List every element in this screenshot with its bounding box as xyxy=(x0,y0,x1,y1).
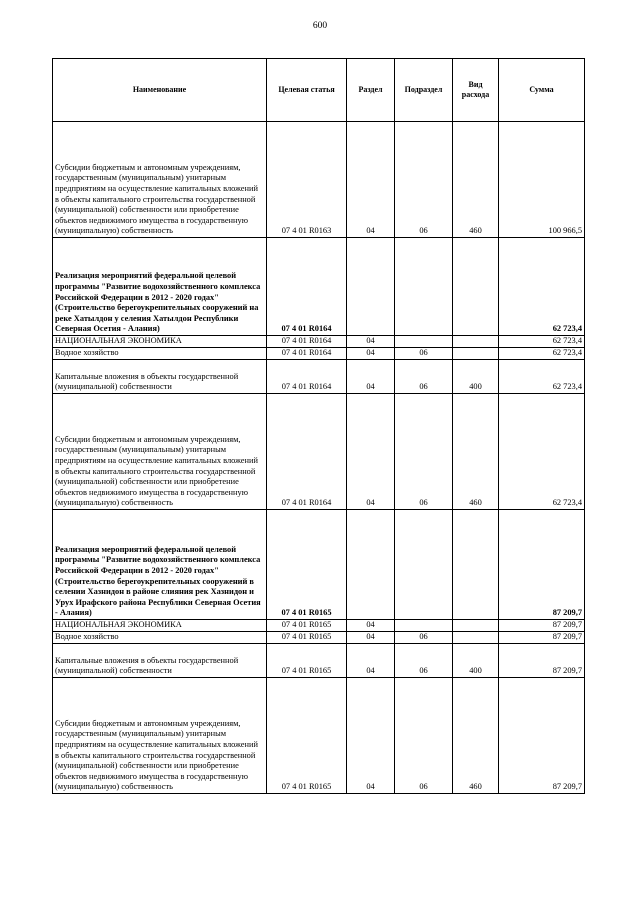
header-name: Наименование xyxy=(53,59,267,122)
row-subsection: 06 xyxy=(395,632,453,644)
row-sum: 62 723,4 xyxy=(499,238,585,336)
table-row xyxy=(53,510,585,620)
row-subsection: 06 xyxy=(395,122,453,238)
row-name: Водное хозяйство xyxy=(53,632,267,644)
row-name: Водное хозяйство xyxy=(53,348,267,360)
row-section xyxy=(347,510,395,620)
row-name: Субсидии бюджетным и автономным учреждениям, государственным (муниципальным) унитарным предприятиям на осуществление капитальных вложений в объекты капитального строительства государственной (муниципальной) собственности или приобретение объектов недвижимого имущества в государственную (муниципальную) собственность xyxy=(53,122,267,238)
table-row xyxy=(53,394,585,510)
row-target: 07 4 01 R0164 xyxy=(267,394,347,510)
row-expense-type: 400 xyxy=(453,360,499,394)
row-target: 07 4 01 R0165 xyxy=(267,632,347,644)
row-name: Реализация мероприятий федеральной целевой программы "Развитие водохозяйственного комплекса Российской Федерации в 2012 - 2020 годах" (Строительство берегоукрепительных сооружений в селении Хазнидон в районе слияния рек Хазнидон и Урух Ирафского района Республики Северная Осетия - Алания) xyxy=(53,510,267,620)
page-number: 600 xyxy=(312,21,328,31)
row-expense-type: 400 xyxy=(453,644,499,678)
header-section: Раздел xyxy=(347,59,395,122)
row-name: НАЦИОНАЛЬНАЯ ЭКОНОМИКА xyxy=(53,336,267,348)
row-sum: 87 209,7 xyxy=(499,510,585,620)
row-section: 04 xyxy=(347,632,395,644)
row-target: 07 4 01 R0164 xyxy=(267,348,347,360)
row-section: 04 xyxy=(347,678,395,794)
budget-table xyxy=(52,58,585,794)
row-target: 07 4 01 R0165 xyxy=(267,678,347,794)
row-expense-type xyxy=(453,510,499,620)
table-row xyxy=(53,238,585,336)
row-target: 07 4 01 R0165 xyxy=(267,620,347,632)
row-section: 04 xyxy=(347,394,395,510)
row-target: 07 4 01 R0164 xyxy=(267,336,347,348)
row-expense-type xyxy=(453,348,499,360)
row-expense-type: 460 xyxy=(453,678,499,794)
row-section: 04 xyxy=(347,360,395,394)
row-sum: 87 209,7 xyxy=(499,678,585,794)
table-row xyxy=(53,644,585,678)
row-expense-type xyxy=(453,336,499,348)
row-target: 07 4 01 R0165 xyxy=(267,644,347,678)
row-subsection xyxy=(395,336,453,348)
row-expense-type xyxy=(453,620,499,632)
row-section: 04 xyxy=(347,620,395,632)
row-sum: 87 209,7 xyxy=(499,632,585,644)
row-sum: 87 209,7 xyxy=(499,644,585,678)
row-name: Субсидии бюджетным и автономным учреждениям, государственным (муниципальным) унитарным предприятиям на осуществление капитальных вложений в объекты капитального строительства государственной (муниципальной) собственности или приобретение объектов недвижимого имущества в государственную (муниципальную) собственность xyxy=(53,394,267,510)
row-expense-type: 460 xyxy=(453,394,499,510)
row-subsection xyxy=(395,238,453,336)
row-name: НАЦИОНАЛЬНАЯ ЭКОНОМИКА xyxy=(53,620,267,632)
row-target: 07 4 01 R0165 xyxy=(267,510,347,620)
row-sum: 87 209,7 xyxy=(499,620,585,632)
table-row xyxy=(53,122,585,238)
table-row xyxy=(53,678,585,794)
row-subsection: 06 xyxy=(395,360,453,394)
row-name: Капитальные вложения в объекты государственной (муниципальной) собственности xyxy=(53,360,267,394)
header-subsection: Подраздел xyxy=(395,59,453,122)
row-section: 04 xyxy=(347,348,395,360)
table-row xyxy=(53,620,585,632)
header-sum: Сумма xyxy=(499,59,585,122)
row-subsection xyxy=(395,620,453,632)
row-section xyxy=(347,238,395,336)
row-section: 04 xyxy=(347,644,395,678)
row-section: 04 xyxy=(347,336,395,348)
row-expense-type xyxy=(453,632,499,644)
row-section: 04 xyxy=(347,122,395,238)
row-name: Капитальные вложения в объекты государственной (муниципальной) собственности xyxy=(53,644,267,678)
header-expense-type: Вид расхода xyxy=(453,59,499,122)
row-name: Реализация мероприятий федеральной целевой программы "Развитие водохозяйственного комплекса Российской Федерации в 2012 - 2020 годах" (Строительство берегоукрепительных сооружений на реке Хатылдон у селения Хатылдон Республики Северная Осетия - Алания) xyxy=(53,238,267,336)
row-subsection: 06 xyxy=(395,644,453,678)
row-expense-type xyxy=(453,238,499,336)
table-row xyxy=(53,360,585,394)
table-row xyxy=(53,632,585,644)
row-subsection: 06 xyxy=(395,348,453,360)
row-sum: 62 723,4 xyxy=(499,360,585,394)
row-expense-type: 460 xyxy=(453,122,499,238)
row-sum: 62 723,4 xyxy=(499,394,585,510)
row-sum: 62 723,4 xyxy=(499,336,585,348)
row-sum: 62 723,4 xyxy=(499,348,585,360)
row-subsection: 06 xyxy=(395,394,453,510)
table-row xyxy=(53,348,585,360)
row-subsection xyxy=(395,510,453,620)
row-name: Субсидии бюджетным и автономным учреждениям, государственным (муниципальным) унитарным предприятиям на осуществление капитальных вложений в объекты капитального строительства государственной (муниципальной) собственности или приобретение объектов недвижимого имущества в государственную (муниципальную) собственность xyxy=(53,678,267,794)
row-subsection: 06 xyxy=(395,678,453,794)
table-row xyxy=(53,336,585,348)
row-sum: 100 966,5 xyxy=(499,122,585,238)
row-target: 07 4 01 R0164 xyxy=(267,238,347,336)
row-target: 07 4 01 R0163 xyxy=(267,122,347,238)
table-header-row xyxy=(53,59,585,122)
row-target: 07 4 01 R0164 xyxy=(267,360,347,394)
header-target: Целевая статья xyxy=(267,59,347,122)
